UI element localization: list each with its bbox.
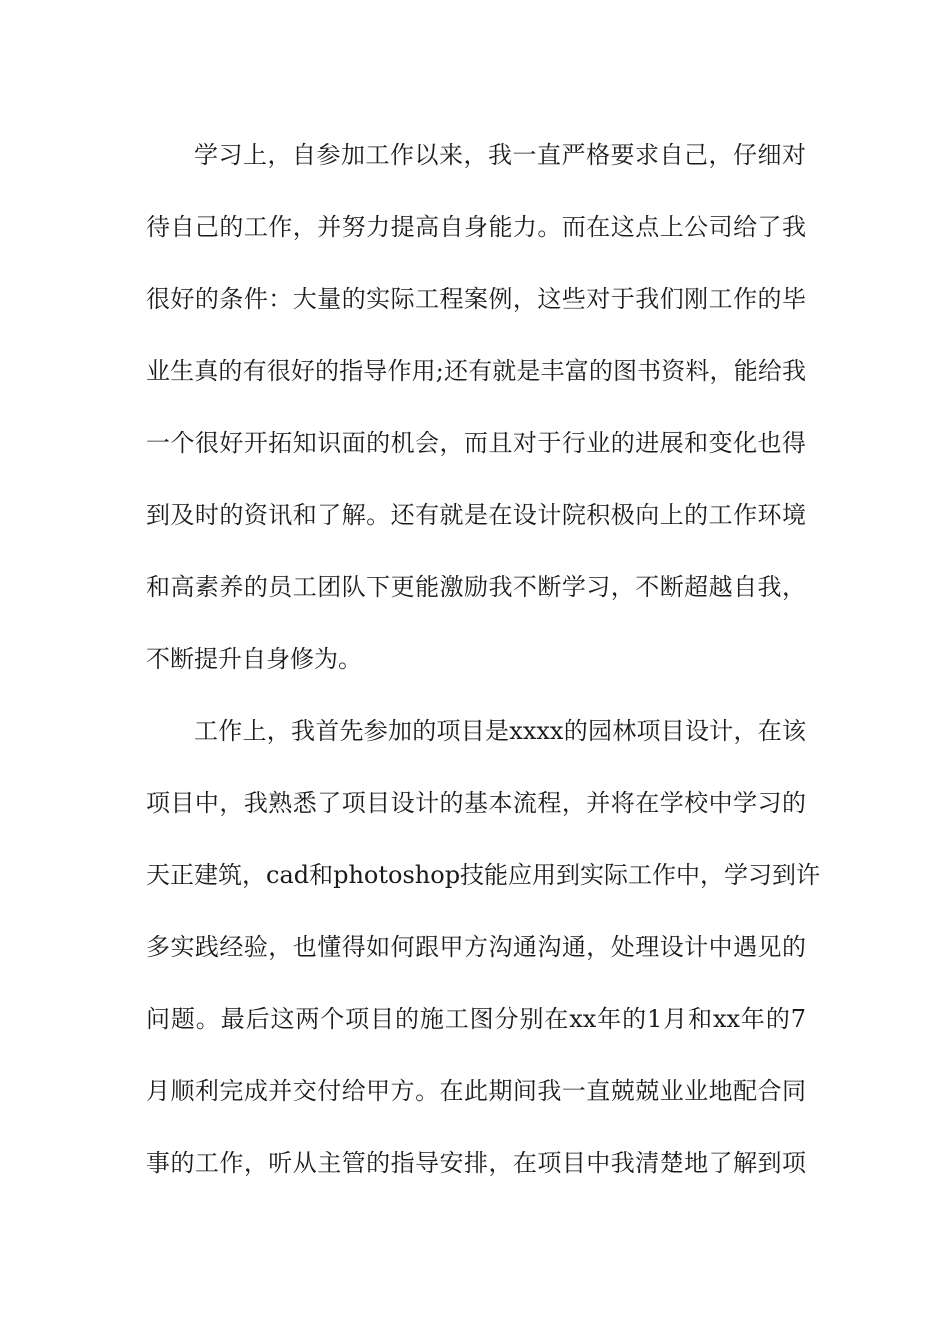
text-line: 和高素养的员工团队下更能激励我不断学习，不断超越自我， xyxy=(146,573,806,601)
text-line: 不断提升自身修为。 xyxy=(146,645,362,673)
text-line: 业生真的有很好的指导作用;还有就是丰富的图书资料，能给我 xyxy=(146,357,806,385)
text-line: 到及时的资讯和了解。还有就是在设计院积极向上的工作环境 xyxy=(146,501,806,529)
text-line: 待自己的工作，并努力提高自身能力。而在这点上公司给了我 xyxy=(146,213,806,241)
text-line: 多实践经验，也懂得如何跟甲方沟通沟通，处理设计中遇见的 xyxy=(146,933,806,961)
text-line: 很好的条件：大量的实际工程案例，这些对于我们刚工作的毕 xyxy=(146,285,806,313)
text-line: 事的工作，听从主管的指导安排，在项目中我清楚地了解到项 xyxy=(146,1149,806,1177)
text-line: 工作上，我首先参加的项目是xxxx的园林项目设计，在该 xyxy=(194,717,806,745)
text-line: 一个很好开拓知识面的机会，而且对于行业的进展和变化也得 xyxy=(146,429,806,457)
text-line: 天正建筑，cad和photoshop技能应用到实际工作中，学习到许 xyxy=(146,861,821,889)
text-line: 问题。最后这两个项目的施工图分别在xx年的1月和xx年的7 xyxy=(146,1005,806,1033)
text-line: 月顺利完成并交付给甲方。在此期间我一直兢兢业业地配合同 xyxy=(146,1077,806,1105)
text-line: 项目中，我熟悉了项目设计的基本流程，并将在学校中学习的 xyxy=(146,789,806,817)
text-line: 学习上，自参加工作以来，我一直严格要求自己，仔细对 xyxy=(194,141,806,169)
